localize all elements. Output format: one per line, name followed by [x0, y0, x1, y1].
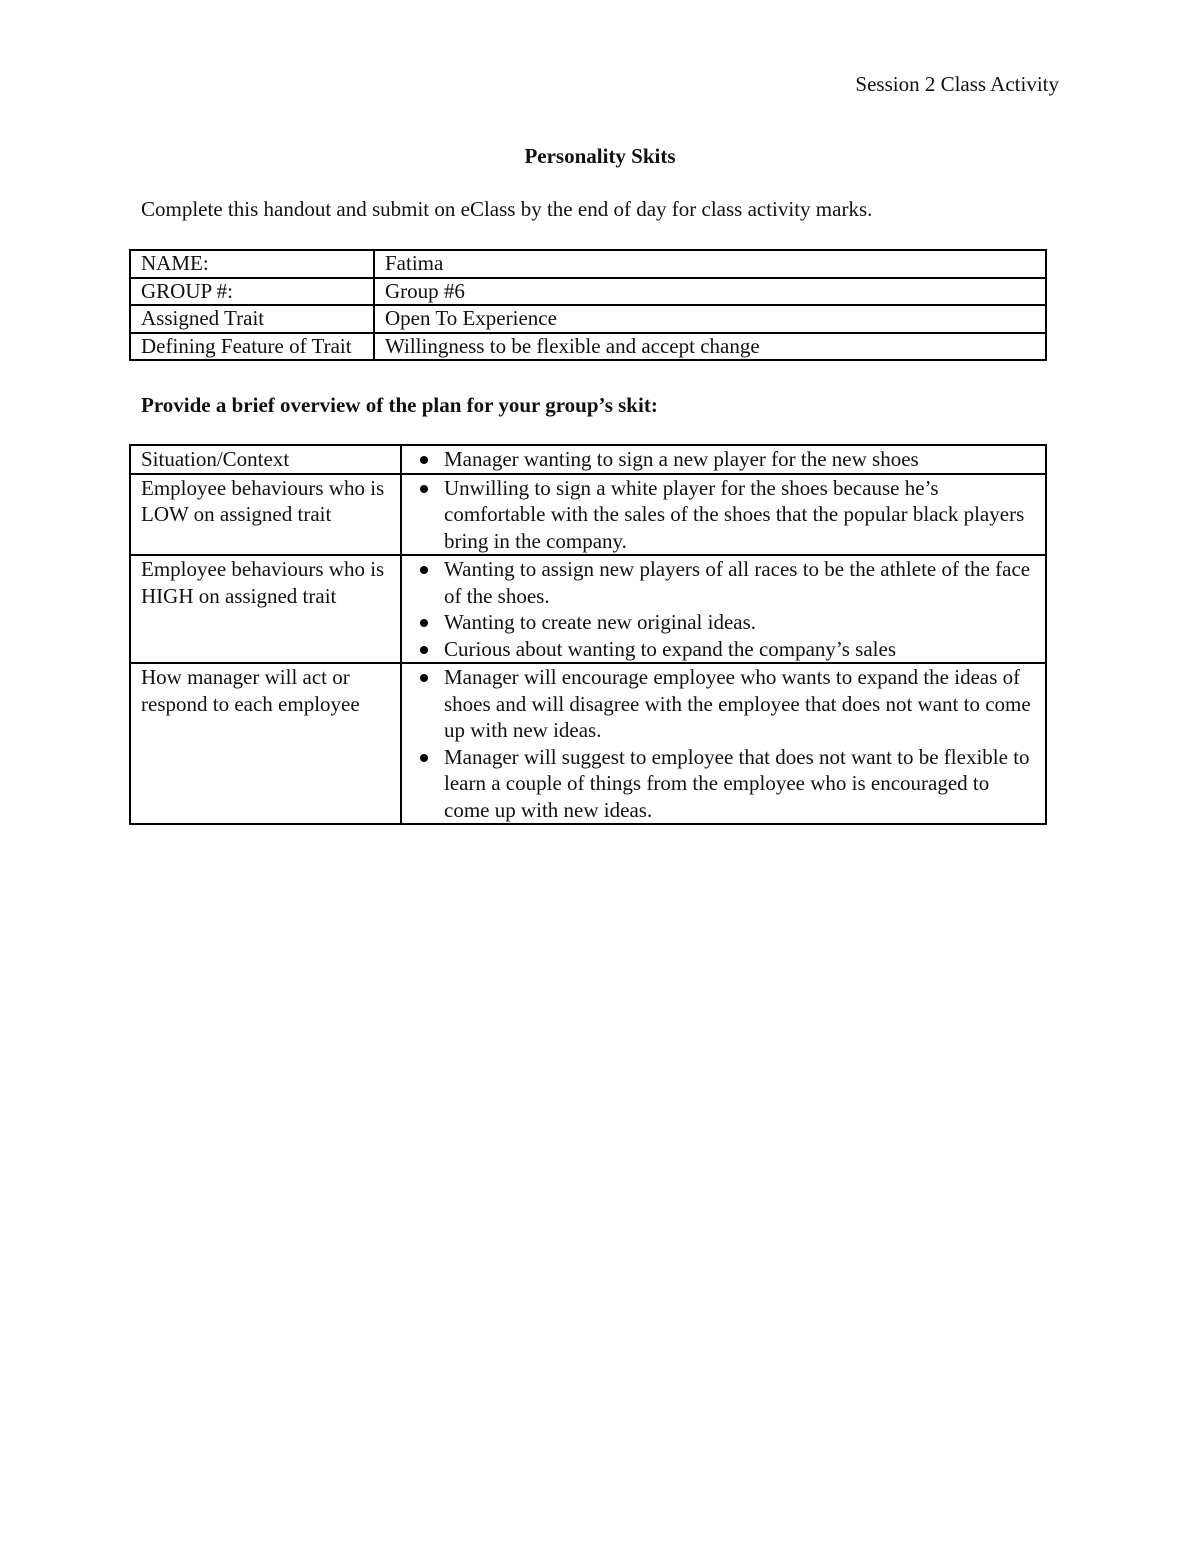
table-row [130, 305, 1046, 333]
table-row [130, 474, 1046, 556]
table-row [130, 333, 1046, 361]
list-item-text: Wanting to assign new players of all races to be the athlete of the face of the shoes. [444, 557, 1031, 608]
bullet-icon [420, 619, 428, 627]
defining-feature-value: Willingness to be flexible and accept change [374, 333, 1046, 361]
bullet-icon [420, 456, 428, 464]
list-item-text: Manager wanting to sign a new player for the new shoes [444, 447, 919, 471]
list-item [412, 744, 1035, 824]
bullet-list [412, 664, 1035, 823]
high-trait-cell [401, 555, 1046, 663]
table-row [130, 278, 1046, 306]
situation-label: Situation/Context [130, 445, 401, 474]
assigned-trait-value: Open To Experience [374, 305, 1046, 333]
high-trait-label: Employee behaviours who is HIGH on assigned trait [130, 555, 401, 663]
name-label: NAME: [130, 250, 374, 278]
table-row [130, 250, 1046, 278]
name-value: Fatima [374, 250, 1046, 278]
list-item [412, 475, 1035, 555]
list-item [412, 446, 1035, 473]
manager-response-cell [401, 663, 1046, 824]
group-label: GROUP #: [130, 278, 374, 306]
list-item [412, 664, 1035, 744]
table-row [130, 445, 1046, 474]
list-item-text: Manager will suggest to employee that does not want to be flexible to learn a couple of things from the employee who is encouraged to come up with new ideas. [444, 744, 1030, 822]
bullet-list [412, 475, 1035, 555]
bullet-icon [420, 566, 428, 574]
defining-feature-label: Defining Feature of Trait [130, 333, 374, 361]
bullet-icon [420, 485, 428, 493]
list-item [412, 609, 1035, 636]
situation-cell [401, 445, 1046, 474]
list-item-text: Wanting to create new original ideas. [444, 610, 757, 634]
low-trait-cell [401, 474, 1046, 556]
bullet-icon [420, 754, 428, 762]
list-item [412, 636, 1035, 663]
bullet-list [412, 446, 1035, 473]
table-row [130, 663, 1046, 824]
manager-response-label: How manager will act or respond to each employee [130, 663, 401, 824]
list-item-text: Curious about wanting to expand the company’s sales [444, 636, 897, 661]
bullet-icon [420, 674, 428, 682]
table-row [130, 555, 1046, 663]
list-item-text: Manager will encourage employee who wants to expand the ideas of shoes and will disagree with the employee that does not want to come up with new ideas. [444, 665, 1031, 742]
overview-prompt: Provide a brief overview of the plan for your group’s skit: [141, 393, 658, 417]
bullet-icon [420, 646, 428, 654]
bullet-list [412, 556, 1035, 662]
low-trait-label: Employee behaviours who is LOW on assigned trait [130, 474, 401, 556]
plan-table [129, 444, 1047, 825]
page-header: Session 2 Class Activity [855, 72, 1059, 96]
assigned-trait-label: Assigned Trait [130, 305, 374, 333]
group-value: Group #6 [374, 278, 1046, 306]
list-item-text: Unwilling to sign a white player for the shoes because he’s comfortable with the sales of the shoes that the popular black players bring in the company. [444, 475, 1025, 553]
list-item [412, 556, 1035, 609]
instructions-text: Complete this handout and submit on eClass by the end of day for class activity marks. [141, 197, 873, 221]
page-title: Personality Skits [524, 144, 676, 168]
info-table [129, 249, 1047, 361]
